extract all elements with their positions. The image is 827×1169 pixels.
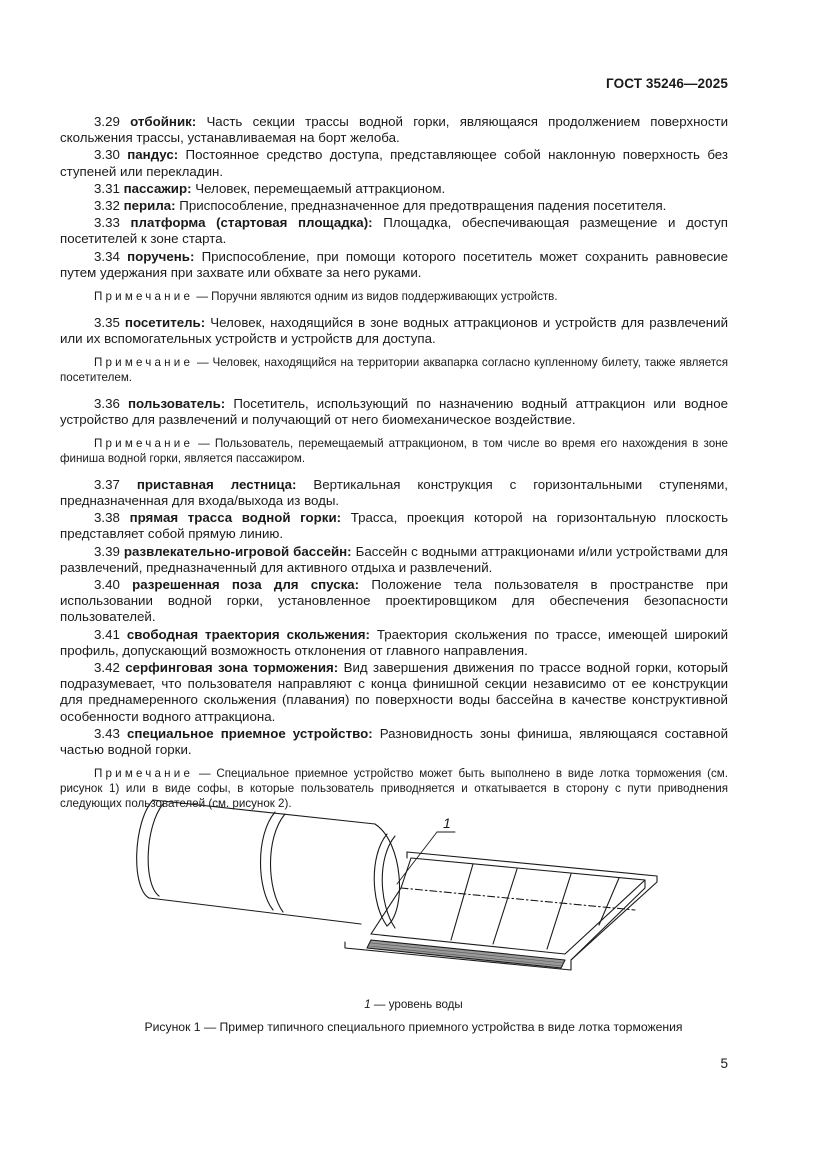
term-number: 3.41 (94, 626, 120, 642)
term-number: 3.34 (94, 248, 120, 264)
term-3-42 (60, 660, 728, 725)
term-number: 3.42 (94, 660, 120, 676)
term-number: 3.43 (94, 725, 120, 741)
term-definition: Вертикальная конструкция с горизонтальными ступенями, предназначенная для входа/выхода из воды. (60, 476, 729, 509)
term-number: 3.36 (94, 395, 120, 411)
note-3-34 (60, 290, 728, 305)
term-3-35 (60, 315, 728, 347)
term-3-37 (60, 477, 728, 509)
term-title: поручень: (127, 248, 195, 264)
callout-leader-line (397, 832, 437, 884)
callout-label: 1 (443, 815, 451, 831)
term-3-41 (60, 627, 728, 659)
figure-legend (0, 998, 827, 1011)
term-number: 3.30 (94, 147, 120, 163)
note-text: — Пользователь, перемещаемый аттракционом, в том числе во время его нахождения в зоне финиша водной горки, является пассажиром. (60, 437, 728, 466)
note-3-35 (60, 356, 728, 386)
term-3-33 (60, 215, 728, 247)
note-label: Примечание (94, 356, 194, 370)
note-text: — Специальное приемное устройство может быть выполнено в виде лотка торможения (см. рисунок 1) или в виде софы, в которые пользователь приводняется и откатывается в сторону с пути приводнения следующих пользователей (см. рисунок 2). (60, 767, 728, 810)
page-number: 5 (720, 1056, 728, 1071)
note-label: Примечание (94, 290, 194, 304)
figure-caption: Рисунок 1 — Пример типичного специального приемного устройства в виде лотка торможения (144, 1020, 683, 1034)
term-title: пандус: (127, 147, 179, 163)
term-definition: Приспособление, предназначенное для предотвращения падения посетителя. (179, 198, 667, 214)
term-definition: Посетитель, использующий по назначению водный аттракцион или водное устройство для развлечений и получающий от него биомеханическое воздействие. (60, 395, 729, 428)
term-title: прямая трасса водной горки: (129, 510, 342, 526)
term-number: 3.35 (94, 314, 120, 330)
braking-tray-drawing (345, 852, 657, 970)
term-definition: Площадка, обеспечивающая размещение и доступ посетителей к зоне старта. (60, 215, 728, 247)
legend-number: 1 (364, 998, 371, 1011)
term-3-29 (60, 114, 728, 146)
term-title: платформа (стартовая площадка): (130, 215, 373, 231)
term-title: разрешенная поза для спуска: (132, 577, 360, 593)
note-text: — Поручни являются одним из видов поддерживающих устройств. (196, 290, 558, 304)
term-3-43 (60, 726, 728, 758)
term-number: 3.37 (94, 476, 120, 492)
term-definition: Человек, перемещаемый аттракционом. (195, 180, 446, 196)
term-3-39 (60, 544, 728, 576)
term-definition: Часть секции трассы водной горки, являющаяся продолжением поверхности скольжения трассы, устанавливаемая на борт желоба. (60, 114, 728, 146)
term-3-40 (60, 577, 728, 626)
term-number: 3.40 (94, 577, 120, 593)
note-label: Примечание (94, 767, 194, 781)
term-number: 3.33 (94, 215, 120, 231)
term-title: приставная лестница: (136, 476, 297, 492)
term-3-30 (60, 147, 728, 179)
term-definition: Приспособление, при помощи которого посетитель может сохранить равновесие путем удержания при захвате или обхвате за него руками. (60, 248, 728, 280)
term-number: 3.38 (94, 510, 120, 526)
term-title: серфинговая зона торможения: (125, 660, 339, 676)
term-definition: Человек, находящийся в зоне водных аттракционов и устройств для развлечений или их вспомогательных устройств и устройств для доступа. (60, 314, 728, 347)
term-title: пользователь: (128, 395, 226, 411)
term-title: отбойник: (130, 114, 197, 129)
term-3-32 (60, 198, 728, 214)
term-definition: Траектория скольжения по трассе, имеющей широкий профиль, допускающий возможность отклонения от главного направления. (60, 626, 728, 658)
term-3-34 (60, 249, 728, 281)
figure-braking-tray (125, 792, 665, 982)
term-definition: Бассейн с водными аттракционами и/или устройствами для развлечений, предназначенный для активного отдыха и развлечений. (60, 543, 728, 575)
term-definition: Постоянное средство доступа, представляющее собой наклонную поверхность без ступеней или перекладин. (60, 147, 728, 179)
term-title: специальное приемное устройство: (126, 725, 373, 741)
term-number: 3.29 (94, 114, 120, 129)
document-body (60, 114, 728, 822)
term-definition: Положение тела пользователя в пространстве при использовании водной горки, установленное проектировщиком для обеспечения безопасности пользователей. (60, 577, 728, 625)
term-title: свободная траектория скольжения: (126, 626, 370, 642)
term-title: посетитель: (124, 314, 206, 330)
term-3-31 (60, 181, 728, 197)
term-number: 3.39 (94, 543, 120, 559)
term-title: пассажир: (123, 180, 192, 196)
term-definition: Вид завершения движения по трассе водной горки, который подразумевает, что пользователя направляют с конца финишной секции независимо от ее конструкции для преднамеренного скольжения (плавания) по поверхности воды бассейна в качестве конструктивной особенности водного аттракциона. (60, 660, 728, 724)
term-3-38 (60, 510, 728, 542)
standard-header: ГОСТ 35246—2025 (606, 76, 728, 91)
term-definition: Трасса, проекция которой на горизонтальную плоскость представляет собой прямую линию. (60, 510, 728, 542)
note-3-36 (60, 437, 728, 467)
note-label: Примечание (94, 437, 194, 451)
term-number: 3.31 (94, 180, 120, 196)
term-3-36 (60, 396, 728, 428)
note-text: — Человек, находящийся на территории аквапарка согласно купленному билету, также является посетителем. (60, 356, 728, 385)
term-title: перила: (123, 198, 176, 214)
term-definition: Разновидность зоны финиша, являющаяся составной частью водной горки. (60, 725, 728, 758)
term-title: развлекательно-игровой бассейн: (123, 543, 352, 559)
legend-text: — уровень воды (373, 998, 463, 1011)
term-number: 3.32 (94, 198, 120, 214)
slide-tube-drawing (137, 800, 400, 928)
